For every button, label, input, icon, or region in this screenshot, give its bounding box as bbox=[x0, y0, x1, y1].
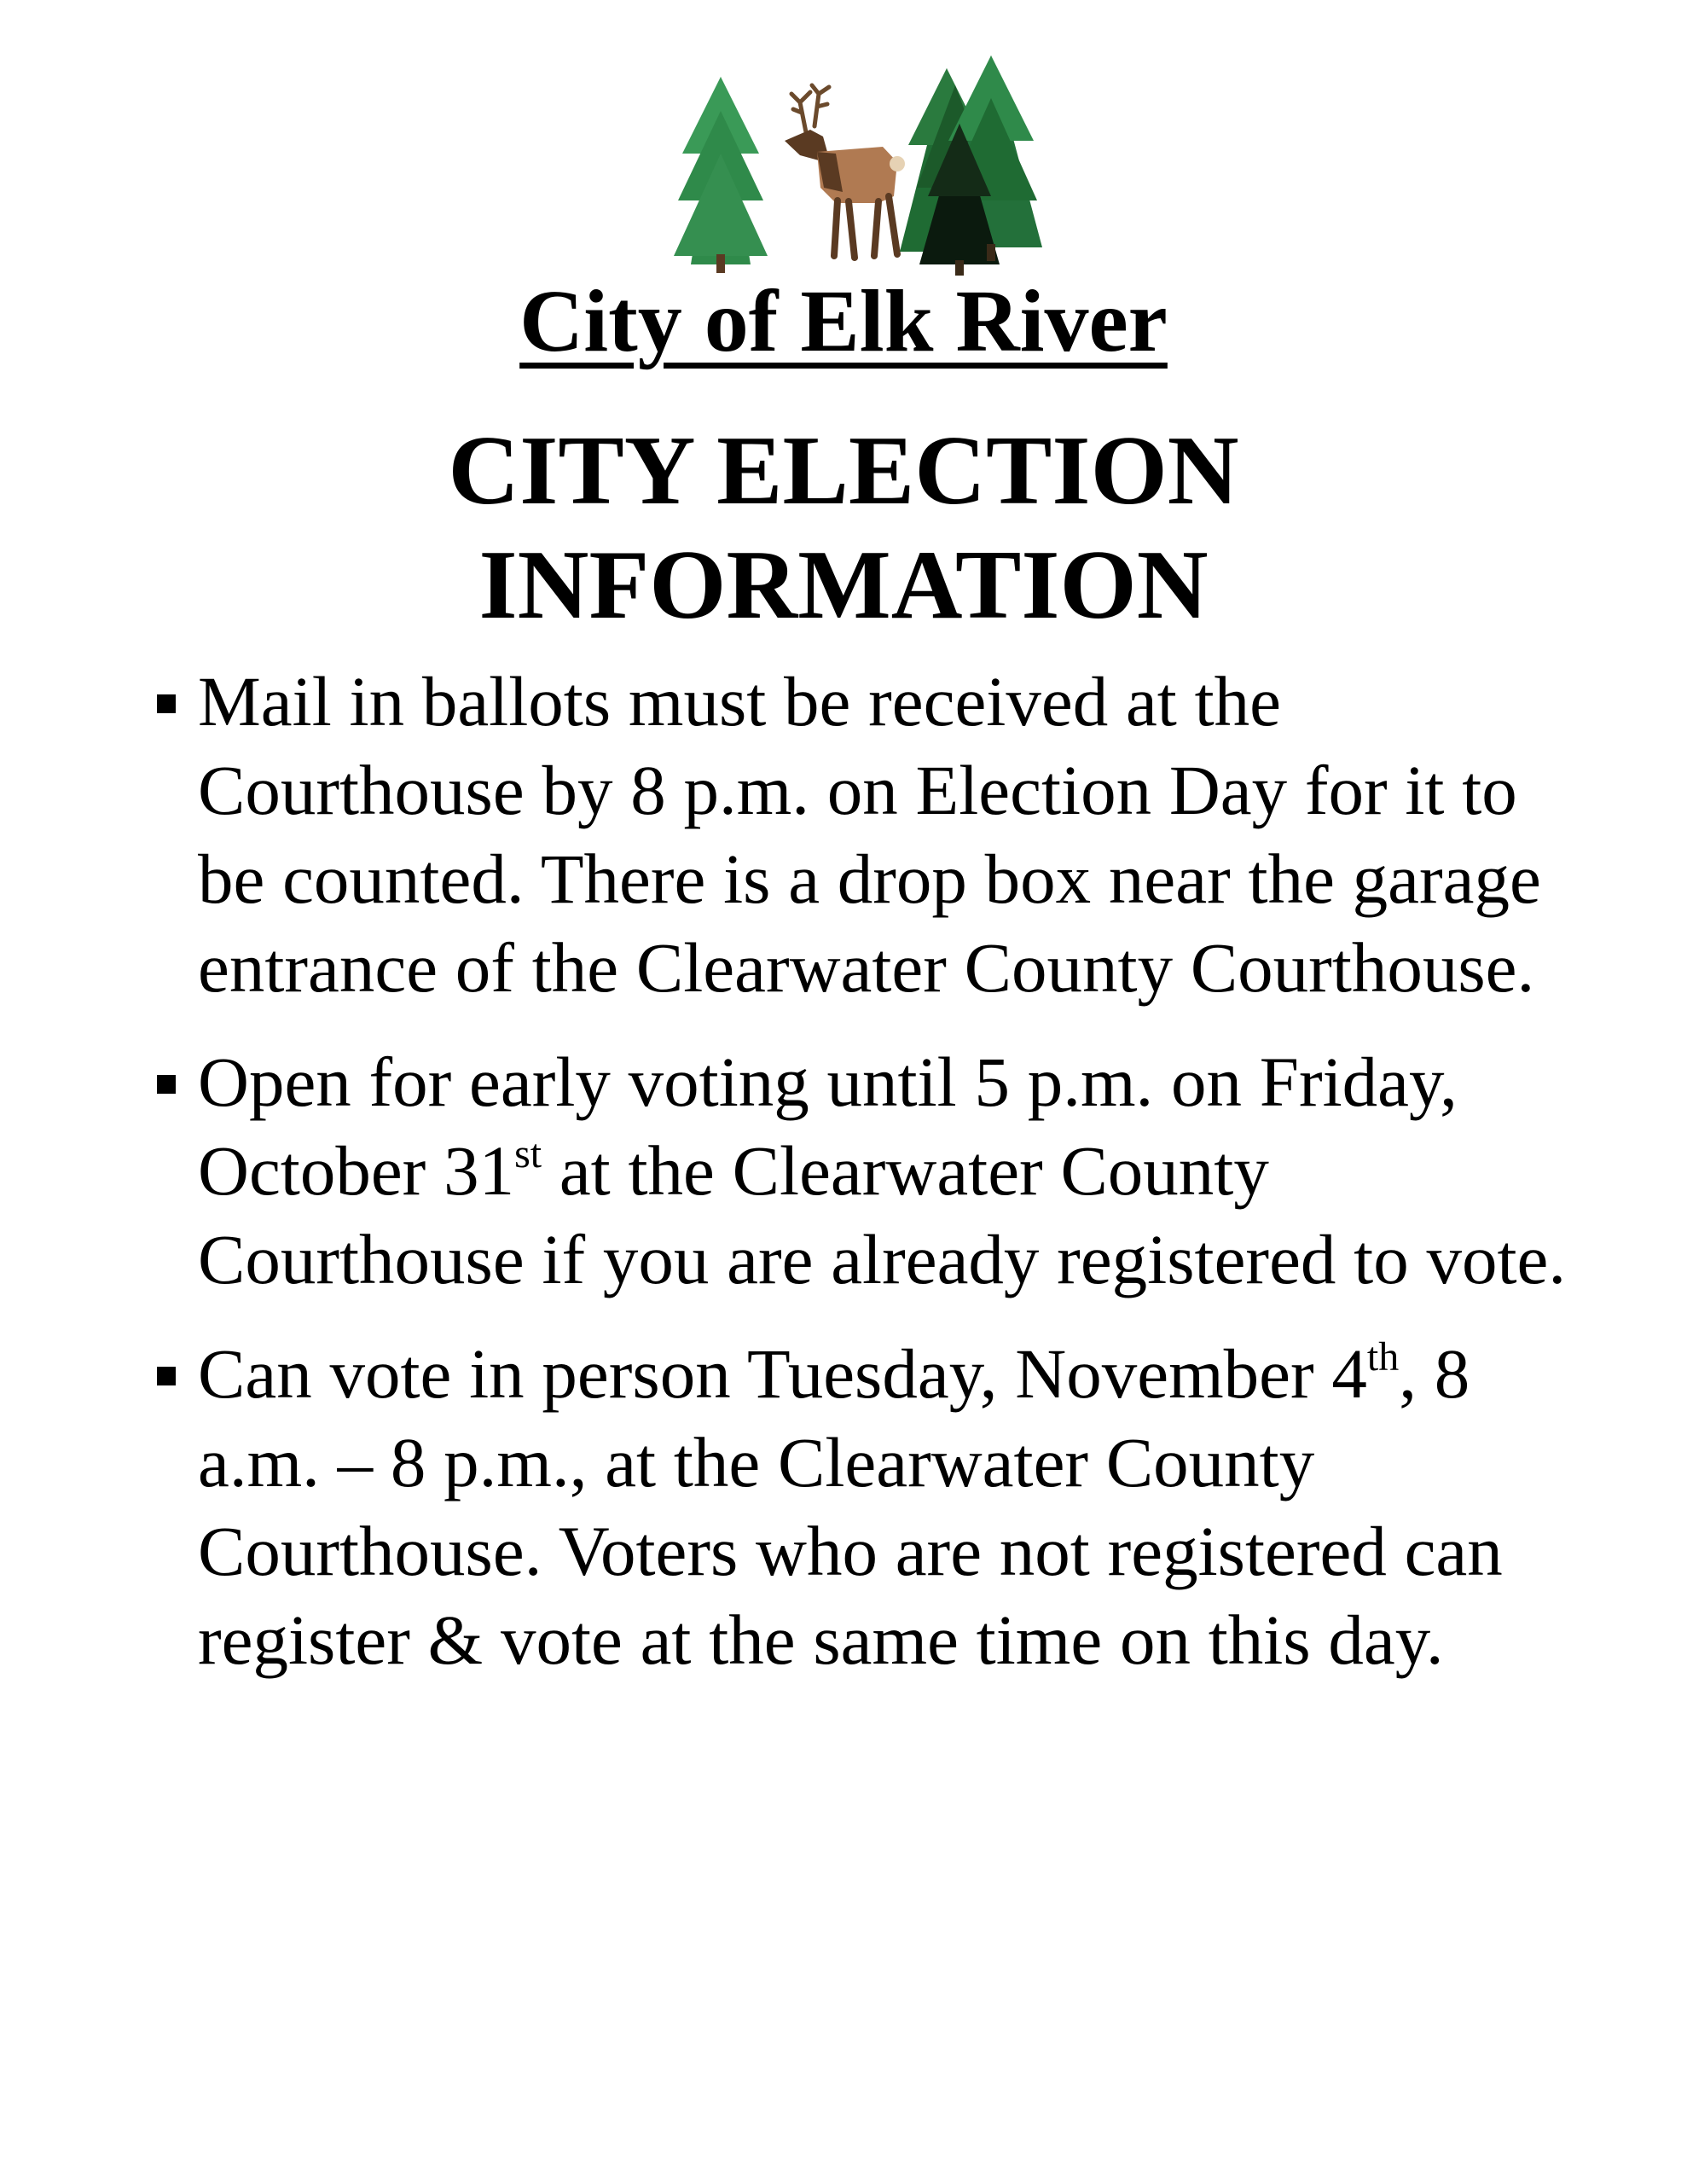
square-bullet-icon bbox=[157, 694, 176, 713]
square-bullet-icon bbox=[157, 1075, 176, 1094]
item-text-continued: at the Clearwater County Courthouse if you are already registered to vote. bbox=[198, 1131, 1567, 1298]
info-list bbox=[0, 657, 1687, 1710]
item-text-continued: , 8 a.m. – 8 p.m., at the Clearwater County Courthouse. Voters who are not registered can register & vote at the same time on this day. bbox=[198, 1334, 1503, 1679]
page-title-line-2: INFORMATION bbox=[478, 531, 1209, 640]
elk-and-pine-trees-logo bbox=[674, 51, 1049, 282]
pine-tree-icon bbox=[674, 77, 768, 273]
pine-tree-cluster-icon bbox=[900, 55, 1042, 276]
item-text: Mail in ballots must be received at the Courthouse by 8 p.m. on Election Day for it to be counted. There is a drop box near the garage entrance of the Clearwater County Courthouse. bbox=[198, 662, 1541, 1007]
list-item bbox=[0, 657, 1588, 1012]
city-name-title bbox=[0, 273, 1687, 370]
list-item bbox=[0, 1329, 1588, 1684]
item-text: Can vote in person Tuesday, November 4 bbox=[198, 1334, 1367, 1413]
page-title bbox=[0, 414, 1687, 642]
square-bullet-icon bbox=[157, 1367, 176, 1385]
ordinal-suffix: th bbox=[1366, 1334, 1400, 1380]
item-text: Open for early voting until 5 p.m. on Friday, October 31 bbox=[198, 1043, 1458, 1210]
list-item bbox=[0, 1037, 1588, 1304]
page-title-line-1: CITY ELECTION bbox=[448, 416, 1239, 526]
elk-icon bbox=[785, 85, 905, 258]
ordinal-suffix: st bbox=[514, 1131, 542, 1176]
city-name-text: City of Elk River bbox=[519, 272, 1168, 370]
